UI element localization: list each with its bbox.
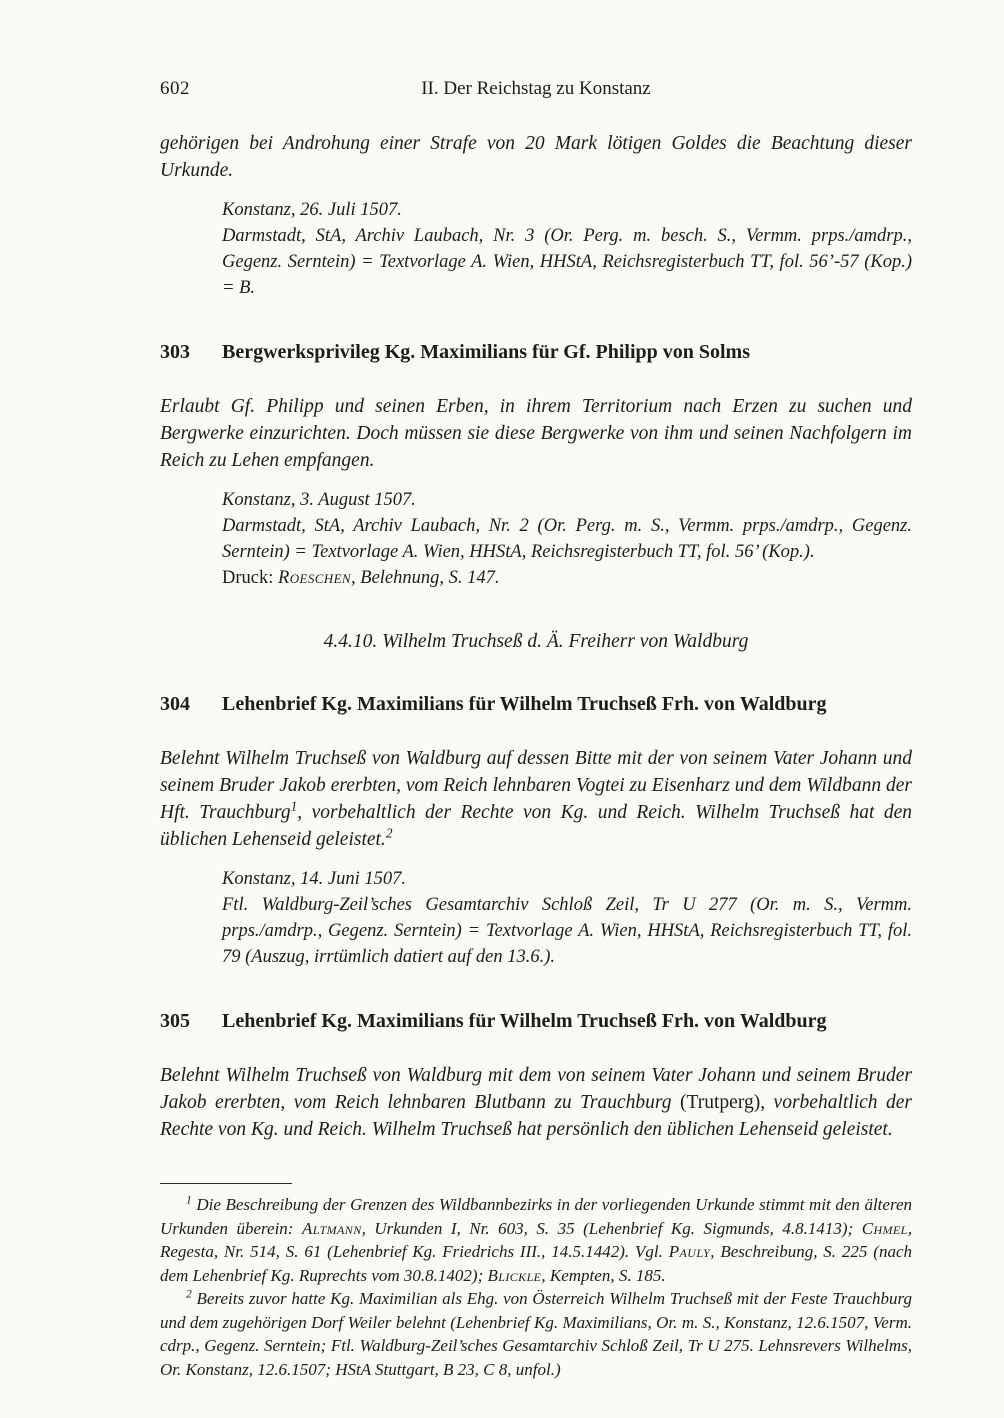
heading-title: Lehenbrief Kg. Maximilians für Wilhelm Truchseß Frh. von Waldburg (222, 1010, 827, 1032)
source-date: Konstanz, 14. Juni 1507. (222, 869, 406, 889)
page-header (160, 78, 912, 100)
page-number: 602 (160, 78, 190, 99)
text-block (160, 78, 912, 1381)
source-date: Konstanz, 3. August 1507. (222, 490, 416, 510)
source-block-302 (222, 197, 912, 301)
heading-number: 304 (160, 693, 190, 715)
paragraph-continuation: gehörigen bei Androhung einer Strafe von 20 Mark lötigen Goldes die Beachtung dieser Urkunde. (160, 133, 912, 181)
section-heading-303 (160, 339, 912, 365)
source-block-303 (222, 487, 912, 591)
source-citation: Darmstadt, StA, Archiv Laubach, Nr. 2 (Or. Perg. m. S., Vermm. prps./amdrp., Gegenz. Serntein) = Textvorlage A. Wien, HHStA, Reichsregisterbuch TT, fol. 56’ (Kop.). (222, 516, 912, 562)
footnote-2: $^2$ Bereits zuvor hatte Kg. Maximilian als Ehg. von Österreich Wilhelm Truchseß mit der Feste Trauchburg und dem zugehörigen Dorf Weiler belehnt (Lehenbrief Kg. Maximilians, Or. m. S., Konstanz, 12.6.1507, Verm. cdrp., Gegenz. Serntein; Ftl. Waldburg-Zeil’sches Gesamtarchiv Schloß Zeil, Tr U 275. Lehnsrevers Wilhelms, Or. Konstanz, 12.6.1507; HStA Stuttgart, B 23, C 8, unfol.) (160, 1287, 912, 1379)
source-citation: Darmstadt, StA, Archiv Laubach, Nr. 3 (Or. Perg. m. besch. S., Vermm. prps./amdrp., Gegenz. Serntein) = Textvorlage A. Wien, HHStA, Reichsregisterbuch TT, fol. 56’-57 (Kop.) = B. (222, 226, 912, 298)
heading-title: Lehenbrief Kg. Maximilians für Wilhelm Truchseß Frh. von Waldburg (222, 693, 827, 715)
heading-number: 305 (160, 1010, 190, 1032)
summary-paragraph-304: Belehnt Wilhelm Truchseß von Waldburg auf dessen Bitte mit der von seinem Vater Johann und seinem Bruder Jakob ererbten, vom Reich lehnbaren Vogtei zu Eisenharz und dem Wildbann der Hft. Trauchburg$^1$, vorbehaltlich der Rechte von Kg. und Reich. Wilhelm Truchseß hat den üblichen Lehenseid geleistet.$^2$ (160, 748, 912, 850)
footnote-rule (160, 1183, 292, 1184)
footnotes-section (160, 1183, 912, 1381)
section-heading-305 (160, 1008, 912, 1034)
summary-paragraph-305: Belehnt Wilhelm Truchseß von Waldburg mit dem von seinem Vater Johann und seinem Bruder Jakob ererbten, vom Reich lehnbaren Blutbann zu Trauchburg (Trutperg), vorbehaltlich der Rechte von Kg. und Reich. Wilhelm Truchseß hat persönlich den üblichen Lehenseid geleistet. (160, 1065, 912, 1140)
source-citation: Ftl. Waldburg-Zeil’sches Gesamtarchiv Schloß Zeil, Tr U 277 (Or. m. S., Vermm. prps./amdrp., Gegenz. Serntein) = Textvorlage A. Wien, HHStA, Reichsregisterbuch TT, fol. 79 (Auszug, irrtümlich datiert auf den 13.6.). (222, 895, 912, 967)
summary-paragraph-303: Erlaubt Gf. Philipp und seinen Erben, in ihrem Territorium nach Erzen zu suchen und Bergwerke einzurichten. Doch müssen sie diese Bergwerke von ihm und seinen Nachfolgern im Reich zu Lehen empfangen. (160, 396, 912, 471)
subsection-heading: 4.4.10. Wilhelm Truchseß d. Ä. Freiherr von Waldburg (323, 631, 749, 652)
source-druck: Druck: Roeschen, Belehnung, S. 147. (222, 568, 500, 588)
footnote-1: $^1$ Die Beschreibung der Grenzen des Wildbannbezirks in der vorliegenden Urkunde stimmt mit den älteren Urkunden überein: Altmann, Urkunden I, Nr. 603, S. 35 (Lehenbrief Kg. Sigmunds, 4.8.1413); Chmel, Regesta, Nr. 514, S. 61 (Lehenbrief Kg. Friedrichs III., 14.5.1442). Vgl. Pauly, Beschreibung, S. 225 (nach dem Lehenbrief Kg. Ruprechts vom 30.8.1402); Blickle, Kempten, S. 185. (160, 1193, 912, 1285)
source-block-304 (222, 866, 912, 970)
heading-number: 303 (160, 341, 190, 363)
heading-title: Bergwerksprivileg Kg. Maximilians für Gf. Philipp von Solms (222, 341, 750, 363)
section-heading-304 (160, 691, 912, 717)
source-date: Konstanz, 26. Juli 1507. (222, 200, 402, 220)
running-title: II. Der Reichstag zu Konstanz (421, 78, 651, 99)
